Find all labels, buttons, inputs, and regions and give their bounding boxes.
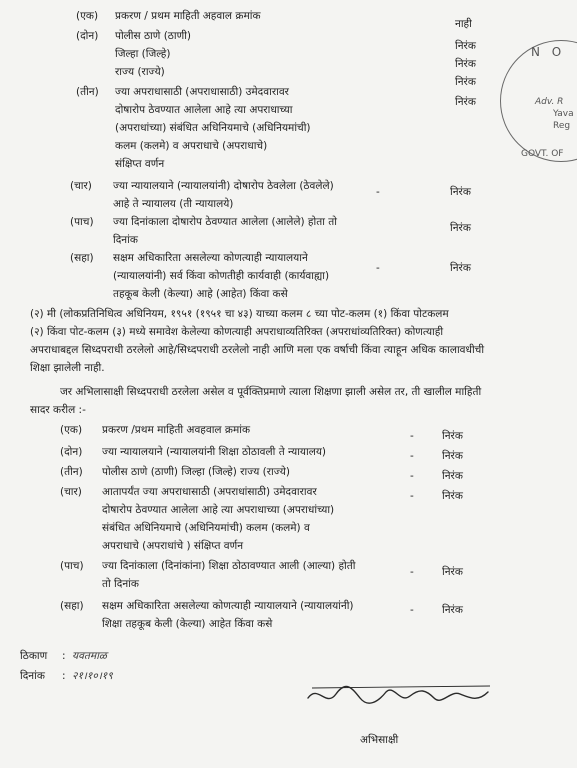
- place-label: ठिकाण: [20, 650, 48, 662]
- s1-row-2-label-2: जिल्हा (जिल्हे): [115, 48, 171, 60]
- s2-row-5-value: निरंक: [442, 566, 463, 578]
- s1-row-4-value: निरंक: [450, 186, 471, 198]
- s1-row-3-label-3: (अपराधांच्या) संबंधित अधिनियमाचे (अधिनियमांची): [115, 122, 311, 134]
- s2-row-2-value: निरंक: [442, 450, 463, 462]
- date-label: दिनांक: [20, 670, 45, 682]
- s2-row-4-dash: -: [410, 490, 414, 502]
- s1-row-6-num: (सहा): [70, 252, 94, 264]
- s1-row-1-value: नाही: [455, 18, 472, 30]
- s1-row-5-num: (पाच): [70, 216, 94, 228]
- stamp-line-2: Yava: [553, 109, 574, 119]
- para-1-line-1: (२) मी (लोकप्रतिनिधित्व अधिनियम, १९५१ (१९५१ चा ४३) याच्या कलम ८ च्या पोट-कलम (१) किंवा पोटकलम: [30, 308, 449, 320]
- s2-row-4-label-2: दोषारोप ठेवण्यात आलेला आहे त्या अपराधाच्या (अपराधांच्या): [102, 504, 335, 516]
- para-1-line-2: (२) किंवा पोट-कलम (३) मध्ये समावेश केलेल्या कोणत्याही अपराधाव्यतिरिक्त (अपराधांव्यतिरिक्त) कोणत्याही: [30, 326, 444, 338]
- s2-row-5-dash: -: [410, 566, 414, 578]
- s1-row-3-value: निरंक: [455, 96, 476, 108]
- s2-row-2-dash: -: [410, 450, 414, 462]
- notary-stamp: [500, 40, 577, 162]
- s2-row-2-label: ज्या न्यायालयाने (न्यायालयांनी शिक्षा ठोठावली ते न्यायालय): [102, 446, 327, 458]
- stamp-line-1: Adv. R: [535, 97, 564, 107]
- place-value: यवतमाळ: [72, 650, 107, 662]
- s2-row-3-label: पोलीस ठाणे (ठाणी) जिल्हा (जिल्हे) राज्य (राज्ये): [102, 466, 290, 478]
- s1-row-6-label-3: तहकूब केली (केल्या) आहे (आहेत) किंवा कसे: [113, 288, 288, 300]
- s1-row-1-num: (एक): [76, 10, 99, 22]
- s1-row-4-label-1: ज्या न्यायालयाने (न्यायालयांनी) दोषारोप ठेवलेला (ठेवलेले): [113, 180, 334, 192]
- s2-row-6-value: निरंक: [442, 604, 463, 616]
- s1-row-6-value: निरंक: [450, 262, 471, 274]
- s1-row-5-value: निरंक: [450, 222, 471, 234]
- s2-row-6-label-1: सक्षम अधिकारिता असलेल्या कोणत्याही न्यायालयाने (न्यायालयांनी): [102, 600, 354, 612]
- s1-row-4-label-2: आहे ते न्यायालय (ती न्यायालये): [113, 198, 234, 210]
- handwritten-signature: [300, 680, 500, 714]
- s2-row-5-label-2: तो दिनांक: [102, 578, 139, 590]
- s2-row-5-label-1: ज्या दिनांकाला (दिनांकांना) शिक्षा ठोठावण्यात आली (आल्या) होती: [102, 560, 356, 572]
- s1-row-2-label-3: राज्य (राज्ये): [115, 66, 165, 78]
- s1-row-3-label-5: संक्षिप्त वर्णन: [115, 158, 165, 170]
- s1-row-5-label-2: दिनांक: [113, 234, 138, 246]
- s1-row-2-value-2: निरंक: [455, 58, 476, 70]
- s1-row-1-label: प्रकरण / प्रथम माहिती अहवाल क्रमांक: [115, 10, 261, 22]
- date-value: २१।१०।१९: [72, 670, 113, 682]
- date-separator: :: [62, 670, 66, 682]
- s2-row-6-label-2: शिक्षा तहकूब केली (केल्या) आहेत किंवा कसे: [102, 618, 273, 630]
- s1-row-3-label-4: कलम (कलमे) व अपराधाचे (अपराधाचे): [115, 140, 268, 152]
- stamp-top-text: N O: [531, 45, 566, 59]
- s2-row-6-num: (सहा): [60, 600, 84, 612]
- s2-row-5-num: (पाच): [60, 560, 84, 572]
- s1-row-5-label-1: ज्या दिनांकाला दोषारोप ठेवण्यात आलेला (आलेले) होता तो: [113, 216, 337, 228]
- stamp-line-4: GOVT. OF: [521, 149, 564, 159]
- s2-row-4-label-3: संबंधित अधिनियमाचे (अधिनियमांची) कलम (कलमे) व: [102, 522, 310, 534]
- stamp-line-3: Reg: [553, 121, 571, 131]
- s2-row-4-label-1: आतापर्यंत ज्या अपराधासाठी (अपराधांसाठी) उमेदवारावर: [102, 486, 317, 498]
- s2-row-6-dash: -: [410, 604, 414, 616]
- s2-row-1-value: निरंक: [442, 430, 463, 442]
- s1-row-2-num: (दोन): [76, 30, 99, 42]
- s1-row-2-value-3: निरंक: [455, 76, 476, 88]
- para-2-line-1: जर अभिलासाक्षी सिध्दपराधी ठरलेला असेल व पूर्वक्तिप्रमाणे त्याला शिक्षणा झाली असेल तर, ती खालील माहिती: [60, 386, 482, 398]
- s2-row-3-dash: -: [410, 470, 414, 482]
- place-separator: :: [62, 650, 66, 662]
- s2-row-4-label-4: अपराधाचे (अपराधांचे ) संक्षिप्त वर्णन: [102, 540, 244, 552]
- s2-row-4-value: निरंक: [442, 490, 463, 502]
- signer-label: अभिसाक्षी: [360, 734, 399, 746]
- s2-row-3-num: (तीन): [60, 466, 83, 478]
- s1-row-3-label-1: ज्या अपराधासाठी (अपराधासाठी) उमेदवारावर: [115, 86, 289, 98]
- s1-row-3-label-2: दोषारोप ठेवण्यात आलेला आहे त्या अपराधाच्या: [115, 104, 293, 116]
- s1-row-6-label-1: सक्षम अधिकारिता असलेल्या कोणत्याही न्यायालयाने: [113, 252, 308, 264]
- s2-row-4-num: (चार): [60, 486, 82, 498]
- para-1-line-4: शिक्षा झालेली नाही.: [30, 362, 105, 374]
- s1-row-2-value-1: निरंक: [455, 40, 476, 52]
- s1-row-6-dash: -: [376, 262, 380, 274]
- s2-row-2-num: (दोन): [60, 446, 83, 458]
- s2-row-1-num: (एक): [60, 424, 83, 436]
- s2-row-3-value: निरंक: [442, 470, 463, 482]
- s1-row-4-num: (चार): [70, 180, 92, 192]
- para-1-line-3: अपराधाबद्दल सिध्दपराधी ठरलेलो आहे/सिध्दपराधी ठरलेलो नाही आणि मला एक वर्षाची किंवा त्याहून अधिक कालावधीची: [30, 344, 485, 356]
- para-2-line-2: सादर करील :-: [30, 404, 86, 416]
- s2-row-1-dash: -: [410, 430, 414, 442]
- s1-row-4-dash: -: [376, 186, 380, 198]
- s1-row-6-label-2: (न्यायालयांनी) सर्व किंवा कोणतीही कार्यवाही (कार्यवाह्या): [113, 270, 330, 282]
- s2-row-1-label: प्रकरण /प्रथम माहिती अवहवाल क्रमांक: [102, 424, 251, 436]
- s1-row-2-label-1: पोलीस ठाणे (ठाणी): [115, 30, 192, 42]
- s1-row-3-num: (तीन): [76, 86, 99, 98]
